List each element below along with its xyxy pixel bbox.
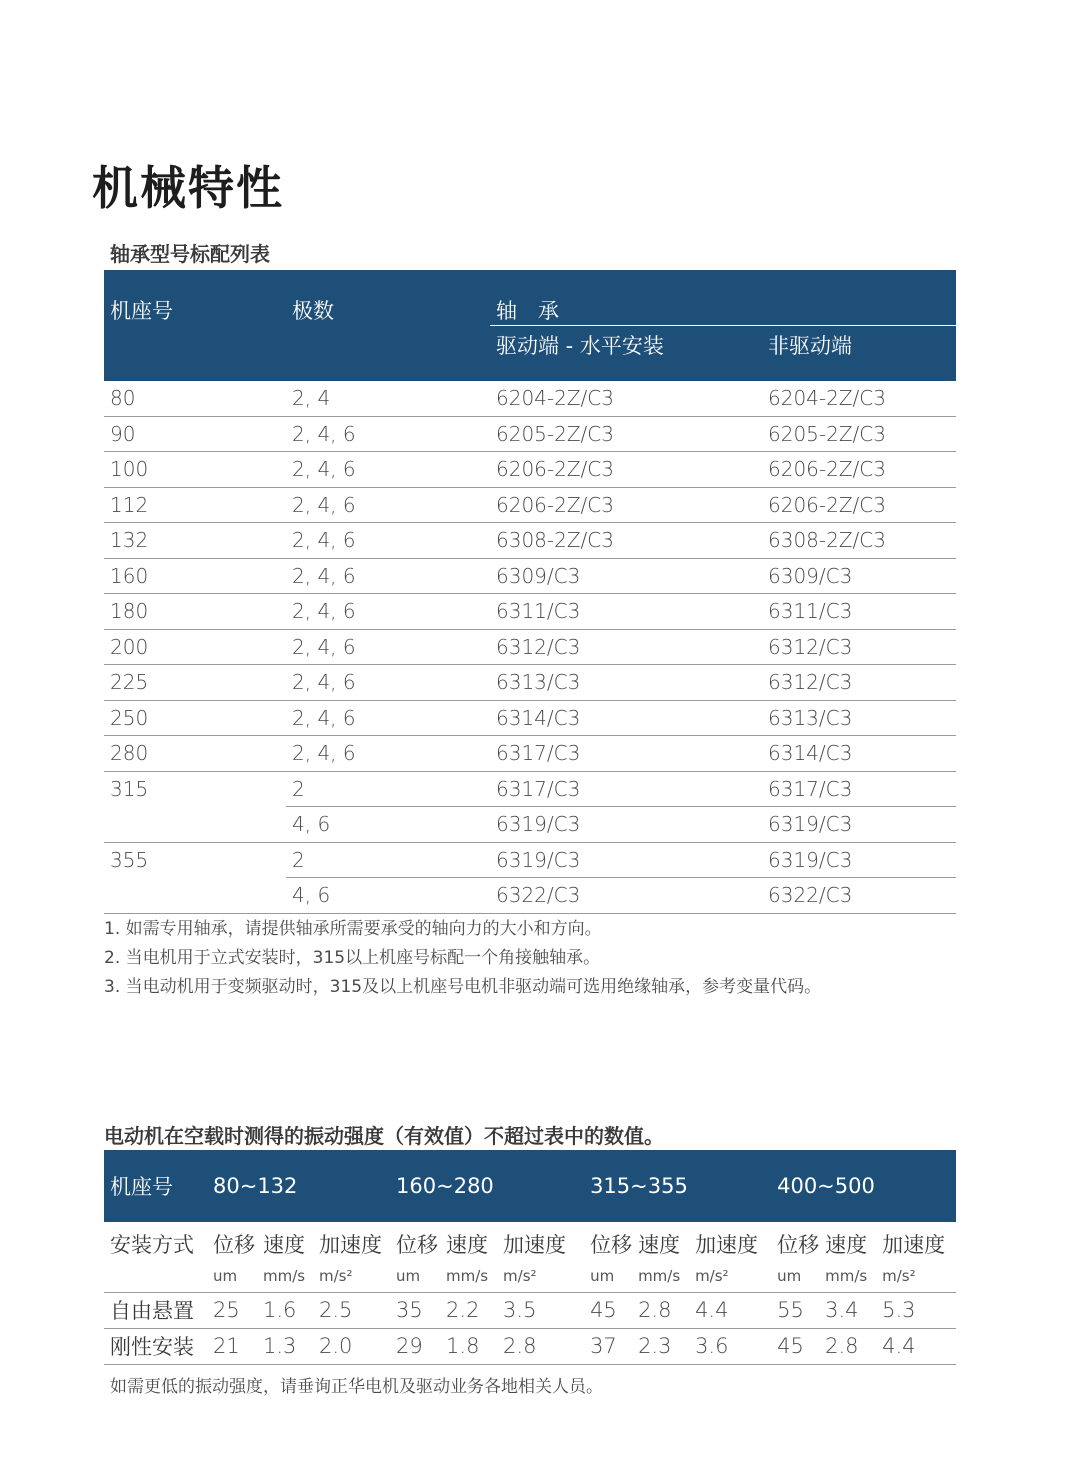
vibration-value-cell: 37 — [584, 1328, 632, 1364]
poles-cell: 2, 4, 6 — [286, 736, 490, 772]
table-row — [104, 842, 956, 878]
bearing-note: 1. 如需专用轴承，请提供轴承所需要承受的轴向力的大小和方向。 — [104, 919, 602, 939]
poles-cell: 2, 4, 6 — [286, 452, 490, 488]
vibration-value-cell: 1.3 — [257, 1328, 313, 1364]
table-row — [104, 1328, 956, 1364]
drive-end-cell: 6309/C3 — [490, 558, 762, 594]
mounting-type-cell: 刚性安装 — [104, 1328, 207, 1364]
non-drive-end-cell: 6314/C3 — [762, 736, 956, 772]
vibration-header-row — [104, 1150, 956, 1222]
non-drive-end-cell: 6313/C3 — [762, 700, 956, 736]
unit-label: um — [390, 1260, 440, 1292]
vibration-value-cell: 3.5 — [497, 1292, 584, 1328]
frame-cell: 100 — [104, 452, 286, 488]
vibration-value-cell: 55 — [771, 1292, 819, 1328]
vibration-value-cell: 1.6 — [257, 1292, 313, 1328]
vibration-value-cell: 2.8 — [632, 1292, 689, 1328]
unit-label: mm/s — [819, 1260, 876, 1292]
vibration-value-cell: 3.6 — [689, 1328, 771, 1364]
vibration-quantity-row — [104, 1222, 956, 1260]
vibration-table-title: 电动机在空载时测得的振动强度（有效值）不超过表中的数值。 — [104, 1124, 664, 1148]
vibration-value-cell: 5.3 — [876, 1292, 956, 1328]
quantity-header: 速度 — [263, 1233, 305, 1257]
unit-label: m/s² — [497, 1260, 584, 1292]
poles-cell: 2, 4, 6 — [286, 416, 490, 452]
mounting-type-cell: 自由悬置 — [104, 1292, 207, 1328]
frame-cell: 180 — [104, 594, 286, 630]
non-drive-end-cell: 6206-2Z/C3 — [762, 487, 956, 523]
drive-end-cell: 6205-2Z/C3 — [490, 416, 762, 452]
non-drive-end-cell: 6308-2Z/C3 — [762, 523, 956, 559]
bearing-note: 2. 当电机用于立式安装时，315以上机座号标配一个角接触轴承。 — [104, 948, 601, 968]
non-drive-end-cell: 6206-2Z/C3 — [762, 452, 956, 488]
quantity-header: 加速度 — [695, 1233, 759, 1257]
bearing-table — [104, 270, 956, 914]
vibration-table — [104, 1150, 956, 1365]
table-row — [104, 594, 956, 630]
bearing-note: 3. 当电动机用于变频驱动时，315及以上机座号电机非驱动端可选用绝缘轴承，参考变量代码。 — [104, 977, 822, 997]
poles-cell: 2 — [286, 771, 490, 807]
quantity-header: 位移 — [213, 1233, 255, 1257]
poles-cell: 2, 4, 6 — [286, 487, 490, 523]
table-row — [104, 452, 956, 488]
poles-cell: 4, 6 — [286, 807, 490, 843]
bearing-group-header — [490, 270, 956, 326]
frame-cell: 355 — [104, 842, 286, 913]
poles-cell: 2, 4, 6 — [286, 629, 490, 665]
drive-end-cell: 6206-2Z/C3 — [490, 487, 762, 523]
frame-header: 机座号 — [110, 299, 173, 323]
vibration-value-cell: 21 — [207, 1328, 257, 1364]
vibration-footnote: 如需更低的振动强度，请垂询正华电机及驱动业务各地相关人员。 — [110, 1377, 603, 1397]
frame-cell: 90 — [104, 416, 286, 452]
unit-label: m/s² — [876, 1260, 956, 1292]
table-row — [104, 1292, 956, 1328]
non-drive-end-cell: 6204-2Z/C3 — [762, 381, 956, 417]
frame-cell: 280 — [104, 736, 286, 772]
drive-end-header: 驱动端 - 水平安装 — [496, 334, 664, 358]
table-row — [104, 629, 956, 665]
bearing-table-body — [104, 381, 956, 914]
frame-cell: 315 — [104, 771, 286, 842]
vibration-value-cell: 45 — [584, 1292, 632, 1328]
drive-end-cell: 6313/C3 — [490, 665, 762, 701]
unit-label: m/s² — [313, 1260, 390, 1292]
drive-end-cell: 6319/C3 — [490, 807, 762, 843]
vibration-value-cell: 3.4 — [819, 1292, 876, 1328]
quantity-header: 速度 — [638, 1233, 681, 1257]
frame-group-header: 160~280 — [390, 1150, 584, 1222]
poles-cell: 2, 4 — [286, 381, 490, 417]
non-drive-end-cell: 6317/C3 — [762, 771, 956, 807]
non-drive-end-cell: 6205-2Z/C3 — [762, 416, 956, 452]
drive-end-cell: 6319/C3 — [490, 842, 762, 878]
quantity-header: 加速度 — [503, 1233, 567, 1257]
drive-end-cell: 6204-2Z/C3 — [490, 381, 762, 417]
non-drive-end-cell: 6319/C3 — [762, 842, 956, 878]
bearing-header-label: 轴 承 — [496, 299, 559, 323]
unit-label: mm/s — [632, 1260, 689, 1292]
non-drive-end-cell: 6312/C3 — [762, 629, 956, 665]
vibration-value-cell: 4.4 — [876, 1328, 956, 1364]
unit-label: mm/s — [440, 1260, 497, 1292]
vibration-value-cell: 2.0 — [313, 1328, 390, 1364]
poles-cell: 4, 6 — [286, 878, 490, 914]
vibration-value-cell: 2.3 — [632, 1328, 689, 1364]
bearing-table-title: 轴承型号标配列表 — [110, 242, 270, 266]
quantity-header: 位移 — [590, 1233, 633, 1257]
non-drive-end-cell: 6319/C3 — [762, 807, 956, 843]
frame-cell: 160 — [104, 558, 286, 594]
quantity-header: 速度 — [446, 1233, 489, 1257]
vibration-value-cell: 2.5 — [313, 1292, 390, 1328]
frame-cell: 112 — [104, 487, 286, 523]
vibration-value-cell: 35 — [390, 1292, 440, 1328]
vib-frame-header: 机座号 — [104, 1150, 207, 1222]
drive-end-cell: 6322/C3 — [490, 878, 762, 914]
non-drive-end-header: 非驱动端 — [768, 334, 852, 358]
vibration-value-cell: 1.8 — [440, 1328, 497, 1364]
vibration-value-cell: 45 — [771, 1328, 819, 1364]
table-row — [104, 771, 956, 807]
table-row — [104, 558, 956, 594]
table-row — [104, 665, 956, 701]
frame-cell: 200 — [104, 629, 286, 665]
non-drive-end-cell: 6309/C3 — [762, 558, 956, 594]
poles-cell: 2, 4, 6 — [286, 558, 490, 594]
table-row — [104, 700, 956, 736]
table-row — [104, 416, 956, 452]
poles-cell: 2, 4, 6 — [286, 523, 490, 559]
table-row — [104, 523, 956, 559]
poles-cell: 2, 4, 6 — [286, 700, 490, 736]
quantity-header: 速度 — [825, 1233, 868, 1257]
page-title: 机械特性 — [92, 161, 284, 215]
frame-cell: 80 — [104, 381, 286, 417]
drive-end-cell: 6311/C3 — [490, 594, 762, 630]
unit-label: um — [584, 1260, 632, 1292]
drive-end-cell: 6308-2Z/C3 — [490, 523, 762, 559]
frame-group-header: 315~355 — [584, 1150, 771, 1222]
unit-label: m/s² — [689, 1260, 771, 1292]
frame-cell: 225 — [104, 665, 286, 701]
non-drive-end-cell: 6312/C3 — [762, 665, 956, 701]
table-row — [104, 736, 956, 772]
drive-end-cell: 6206-2Z/C3 — [490, 452, 762, 488]
non-drive-end-cell: 6311/C3 — [762, 594, 956, 630]
table-row — [104, 487, 956, 523]
quantity-header: 加速度 — [319, 1233, 382, 1257]
poles-cell: 2, 4, 6 — [286, 594, 490, 630]
unit-label: mm/s — [257, 1260, 313, 1292]
frame-group-header: 80~132 — [207, 1150, 390, 1222]
mounting-header: 安装方式 — [110, 1233, 194, 1257]
bearing-header-row — [104, 270, 956, 326]
unit-label: um — [771, 1260, 819, 1292]
frame-cell: 250 — [104, 700, 286, 736]
quantity-header: 位移 — [396, 1233, 439, 1257]
poles-cell: 2 — [286, 842, 490, 878]
unit-label: um — [207, 1260, 257, 1292]
drive-end-cell: 6317/C3 — [490, 771, 762, 807]
vibration-unit-row — [104, 1260, 956, 1292]
bearing-notes — [104, 915, 821, 1002]
quantity-header: 加速度 — [882, 1233, 946, 1257]
frame-group-header: 400~500 — [771, 1150, 956, 1222]
vibration-value-cell: 25 — [207, 1292, 257, 1328]
vibration-value-cell: 2.2 — [440, 1292, 497, 1328]
vibration-value-cell: 2.8 — [819, 1328, 876, 1364]
unit-spacer — [104, 1260, 207, 1292]
drive-end-cell: 6312/C3 — [490, 629, 762, 665]
poles-cell: 2, 4, 6 — [286, 665, 490, 701]
poles-header: 极数 — [292, 299, 334, 323]
table-row — [104, 381, 956, 417]
drive-end-cell: 6314/C3 — [490, 700, 762, 736]
vibration-value-cell: 4.4 — [689, 1292, 771, 1328]
drive-end-cell: 6317/C3 — [490, 736, 762, 772]
vibration-value-cell: 2.8 — [497, 1328, 584, 1364]
non-drive-end-cell: 6322/C3 — [762, 878, 956, 914]
quantity-header: 位移 — [777, 1233, 820, 1257]
frame-cell: 132 — [104, 523, 286, 559]
vibration-value-cell: 29 — [390, 1328, 440, 1364]
